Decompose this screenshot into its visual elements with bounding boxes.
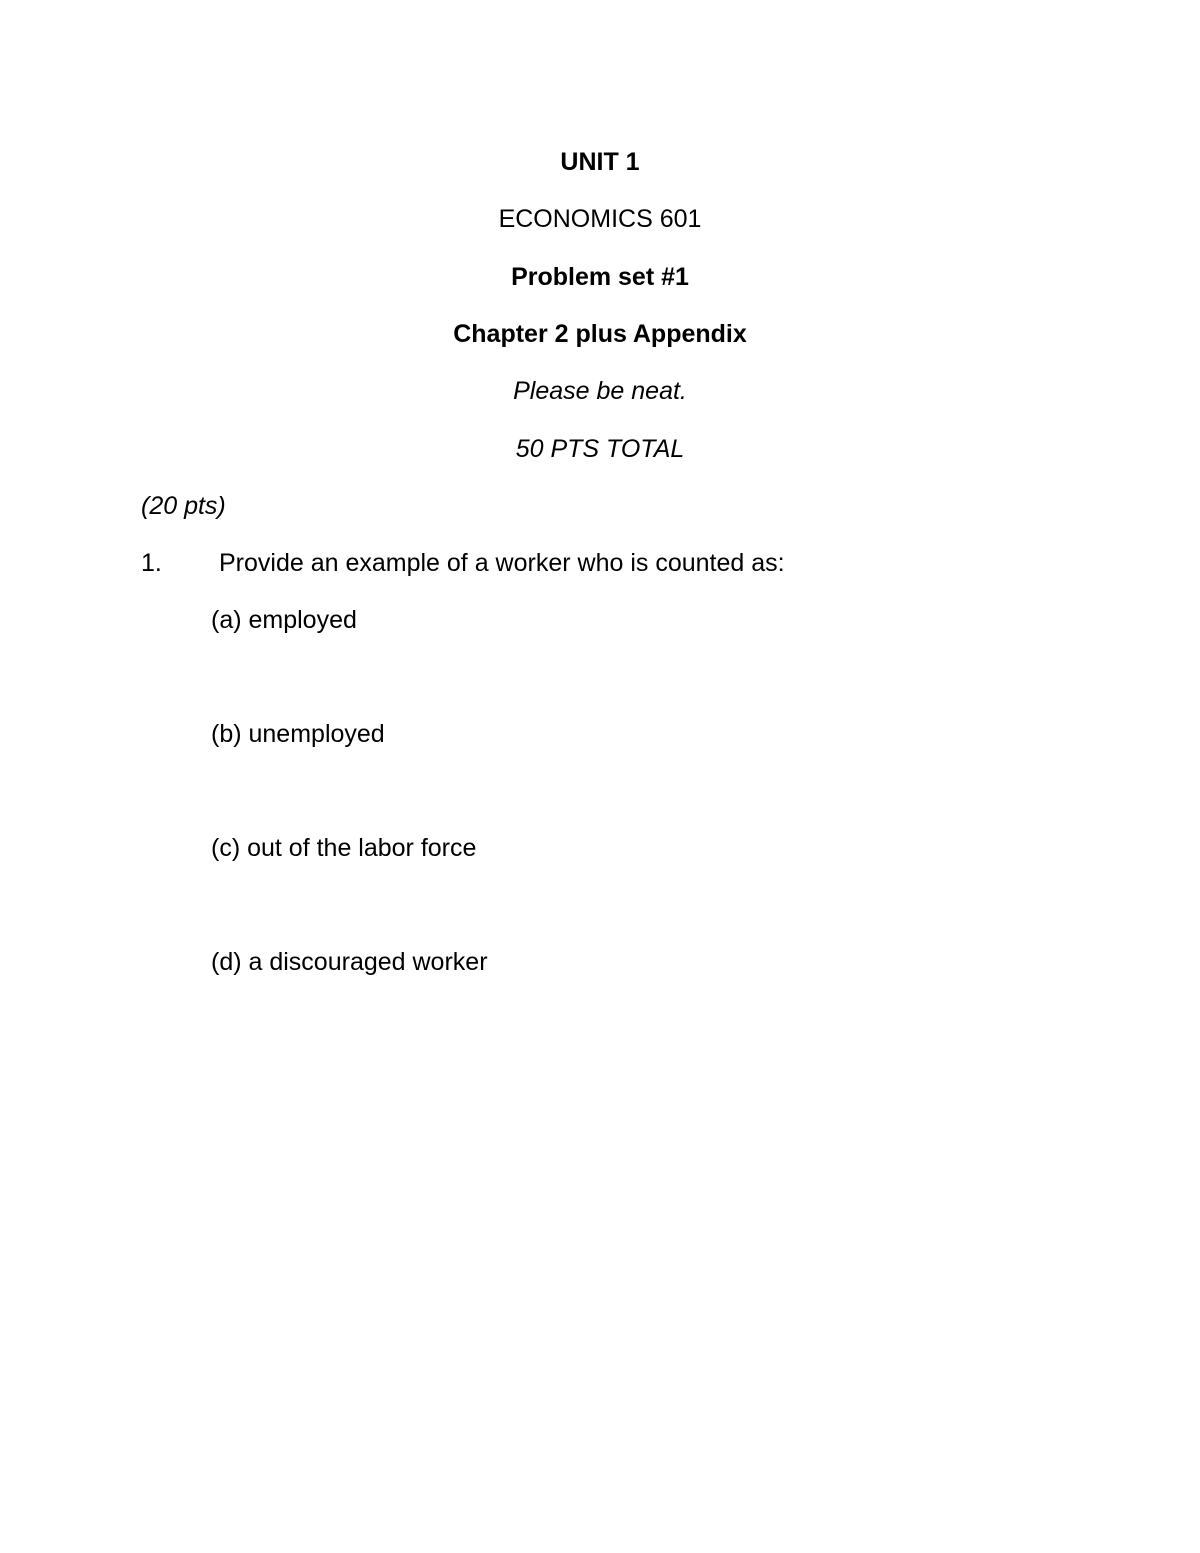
instruction-text: Please be neat. [513,377,687,405]
section-points: (20 pts) [141,492,226,520]
problem-set-title: Problem set #1 [511,263,689,291]
question-item-c: (c) out of the labor force [211,834,477,862]
question-number: 1. [141,549,162,577]
unit-title: UNIT 1 [560,148,640,176]
question-item-a: (a) employed [211,606,357,634]
question-item-d: (d) a discouraged worker [211,948,488,976]
course-title: ECONOMICS 601 [498,205,702,233]
total-points: 50 PTS TOTAL [515,435,685,463]
chapter-title: Chapter 2 plus Appendix [453,320,747,348]
question-prompt: Provide an example of a worker who is counted as: [219,549,785,577]
question-item-b: (b) unemployed [211,720,385,748]
